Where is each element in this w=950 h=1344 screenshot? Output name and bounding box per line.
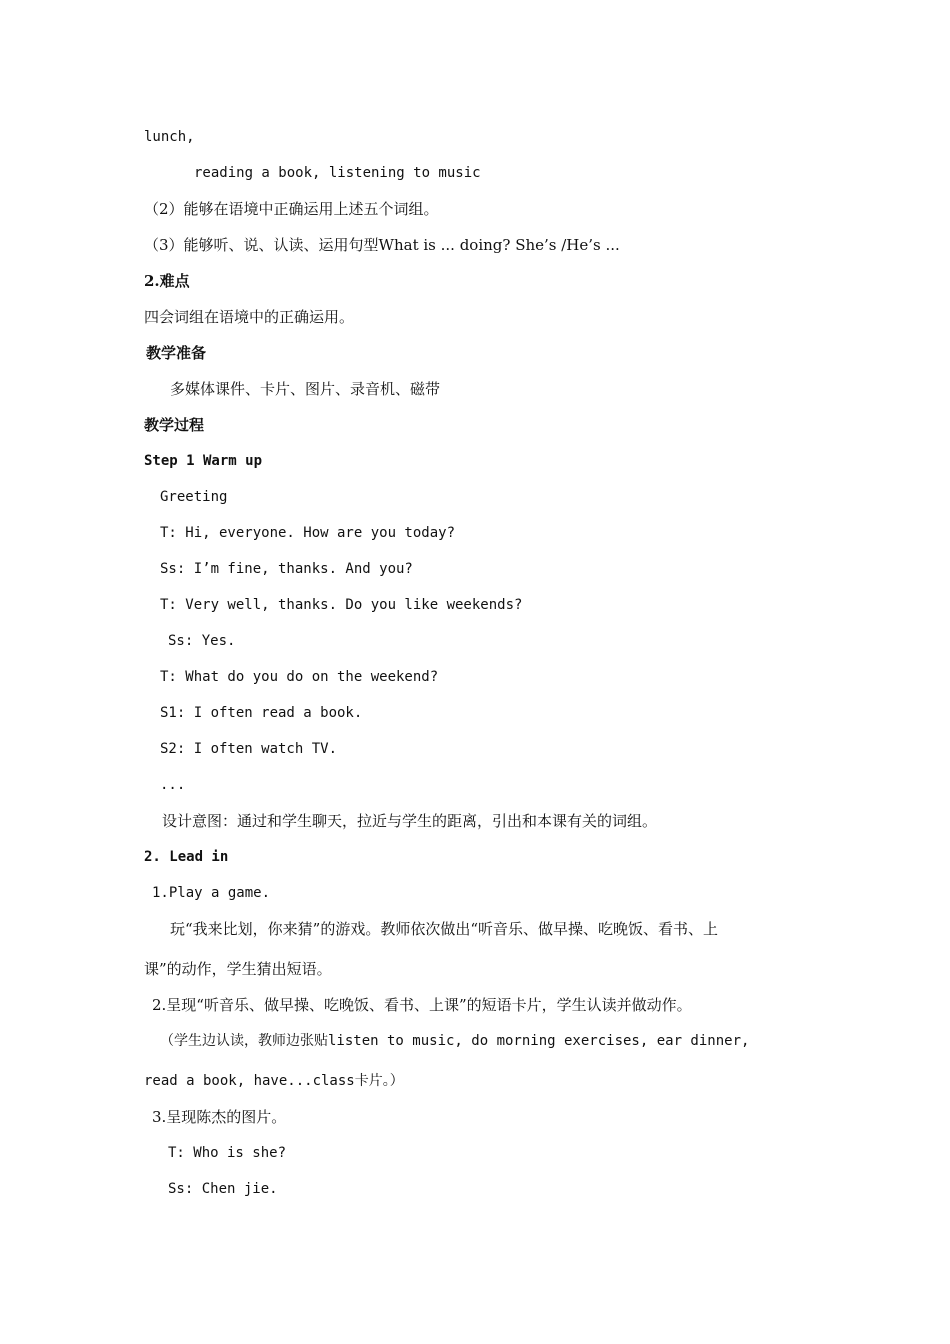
text-line: 四会词组在语境中的正确运用。 [144,308,355,326]
text-line: （2）能够在语境中正确运用上述五个词组。 [144,200,439,218]
dialogue-line: T: Who is she? [168,1145,287,1161]
text-line: （学生边认读，教师边张贴listen to music, do morning exercises, ear dinner, [160,1033,750,1049]
list-item: 2.呈现“听音乐、做早操、吃晚饭、看书、上课”的短语卡片，学生认读并做动作。 [152,996,692,1014]
text-line: 课”的动作，学生猜出短语。 [144,960,332,978]
section-heading: 教学准备 [146,344,207,362]
dialogue-line: Ss: Chen jie. [168,1181,278,1197]
step-heading: Step 1 Warm up [144,453,263,469]
dialogue-line: T: What do you do on the weekend? [160,669,439,685]
section-heading: 2.难点 [144,272,190,290]
text-line: lunch, [144,129,195,145]
design-intent: 设计意图：通过和学生聊天，拉近与学生的距离，引出和本课有关的词组。 [162,812,658,830]
text-line: （3）能够听、说、认读、运用句型What is ... doing? She’s /He’s ... [144,236,620,254]
text-line: 玩“我来比划，你来猜”的游戏。教师依次做出“听音乐、做早操、吃晚饭、看书、上 [170,920,719,938]
text-line: read a book, have...class卡片。） [144,1073,404,1089]
text-line: reading a book, listening to music [194,165,481,181]
list-item: 3.呈现陈杰的图片。 [152,1108,287,1126]
dialogue-line: T: Very well, thanks. Do you like weekends? [160,597,523,613]
step-heading: 2. Lead in [144,849,229,865]
dialogue-line: S1: I often read a book. [160,705,363,721]
dialogue-line: S2: I often watch TV. [160,741,338,757]
text-line: ... [160,777,186,793]
dialogue-line: T: Hi, everyone. How are you today? [160,525,456,541]
text-line: 多媒体课件、卡片、图片、录音机、磁带 [170,380,441,398]
section-heading: 教学过程 [144,416,205,434]
list-item: 1.Play a game. [152,885,271,901]
dialogue-line: Ss: Yes. [168,633,236,649]
text-line: Greeting [160,489,228,505]
dialogue-line: Ss: I’m fine, thanks. And you? [160,561,413,577]
